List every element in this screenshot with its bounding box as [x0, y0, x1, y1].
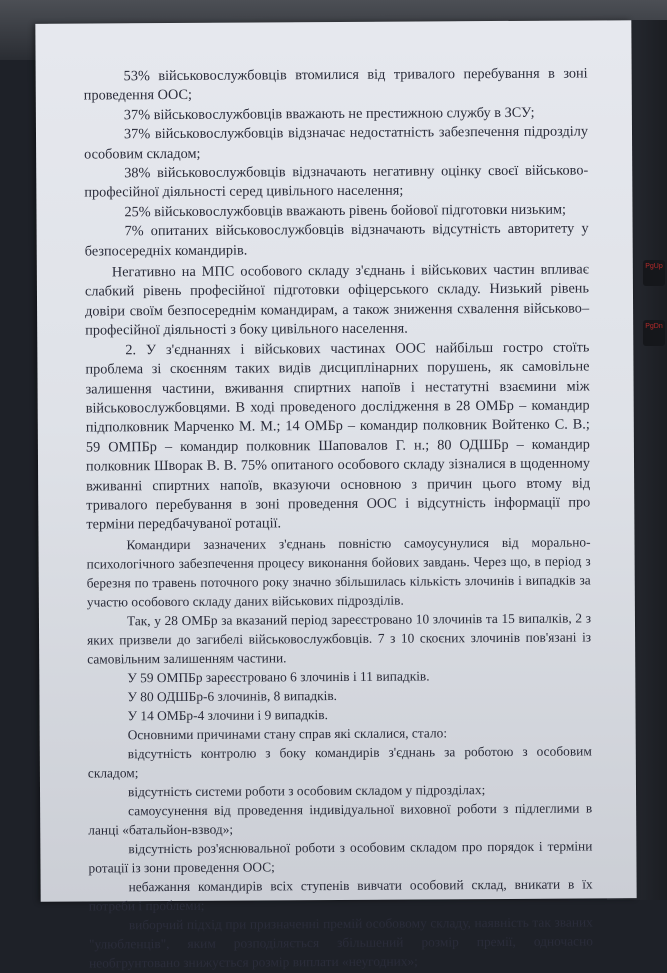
paragraph-main-reasons: Основними причинами стану справ які склалися, стало:	[127, 725, 448, 743]
paragraph-stat-53: 53% військовослужбовців втомилися від тривалого перебування в зоні проведення ООС;	[83, 65, 588, 104]
paragraph-negative-influence: Негативно на МПС особового складу з'єднань і військових частин впливає слабкий рівень професійної підготовки офіцерського складу. Низький рівень довіри своїм безпосереднім командирам, а також зниження схвалення військово–професійної діяльності з боку цивільного населення.	[84, 261, 590, 339]
reason-no-explanation: відсутність роз'яснювальної роботи з особовим складом про порядок і терміни ротації із зони проведення ООС;	[88, 838, 593, 876]
paragraph-stat-7: 7% опитаних військовослужбовців відзначають відсутність авторитету у безпосередніх командирів.	[84, 220, 589, 260]
paragraph-28-omb: Так, у 28 ОМБр за вказаний період зареєстровано 10 злочинів та 15 випалків, 2 з яких призвели до загибелі військовослужбовців. 7 з 10 скоєних злочинів пов'язані із самовільним залишенням частини.	[87, 610, 592, 667]
line-80-odshbr: У 80 ОДШБр-6 злочинів, 8 випадків.	[127, 687, 338, 705]
reason-no-system: відсутність системи роботи з особовим складом у підрозділах;	[127, 781, 486, 800]
pgdn-key: PgDn	[643, 320, 665, 346]
reason-no-control: відсутність контролю з боку командирів з'єднань за роботою з особовим складом;	[87, 743, 592, 781]
paragraph-stat-38: 38% військовослужбовців відзначають негативну оцінку своєї військово-професійної діяльності серед цивільного населення;	[84, 162, 589, 201]
reason-selective-bonuses: виборчий підхід при призначенні премій особовому складу, наявність так званих "улюбленців", яким розподіляється збільшений розмір премії, одночасно необгрунтовано знижується розмір виплати «неугодних»;	[88, 914, 593, 971]
paragraph-section-2: 2. У з'єднаннях і військових частинах ООС найбільш гостро стоїть проблема зі скоєнням таких видів дисциплінарних порушень, як самовільне залишення частини, вживання спиртних напоїв і нестатутні взаємини між військовослужбовцями. В ході проведеного дослідження в 28 ОМБр – командир підполковник Марченко М. М.; 14 ОМБр – командир полковник Войтенко С. В.; 59 ОМПБр – командир полковник Шаповалов Г. н.; 80 ОДШБр – командир полковник Шворак В. В. 75% опитаного особового складу зізналися в щоденному вживанні спиртних напоїв, вказуючи основною з причин цього втому від тривалого перебування в зоні проведення ООС і відсутність інформації про терміни передбачуваної ротації.	[85, 339, 591, 533]
paragraph-stat-37-prestige: 37% військовослужбовців вважають не престижною службу в ЗСУ;	[123, 104, 535, 124]
pgup-key: PgUp	[643, 260, 665, 286]
reason-self-removal: самоусунення від проведення індивідуальної виховної роботи з підлеглими в ланці «батальйон-взвод»;	[88, 800, 593, 838]
line-14-omb: У 14 ОМБр-4 злочини і 9 випадків.	[127, 706, 328, 724]
paragraph-stat-37-staffing: 37% військовослужбовців відзначає недостатність забезпечення підрозділу особовим складом;	[84, 123, 589, 163]
document-page	[35, 20, 636, 971]
line-59-ompbr: У 59 ОМПБр зареєстровано 6 злочинів і 11 випадків.	[127, 668, 430, 686]
reason-unwillingness: небажання командирів всіх ступенів вивчати особовий склад, вникати в їх потреби і проблеми;	[88, 876, 593, 914]
document-body	[84, 64, 594, 972]
paragraph-commanders: Командири зазначених з'єднань повністю самоусунулися від морально-психологічного забезпечення процесу виконання бойових завдань. Через що, в період з березня по травень поточного року значно збільшилась кількість злочинів і випадків за участю особового складу даних військових підрозділів.	[86, 534, 591, 610]
paragraph-stat-25: 25% військовослужбовців вважають рівень бойової підготовки низьким;	[124, 201, 567, 221]
